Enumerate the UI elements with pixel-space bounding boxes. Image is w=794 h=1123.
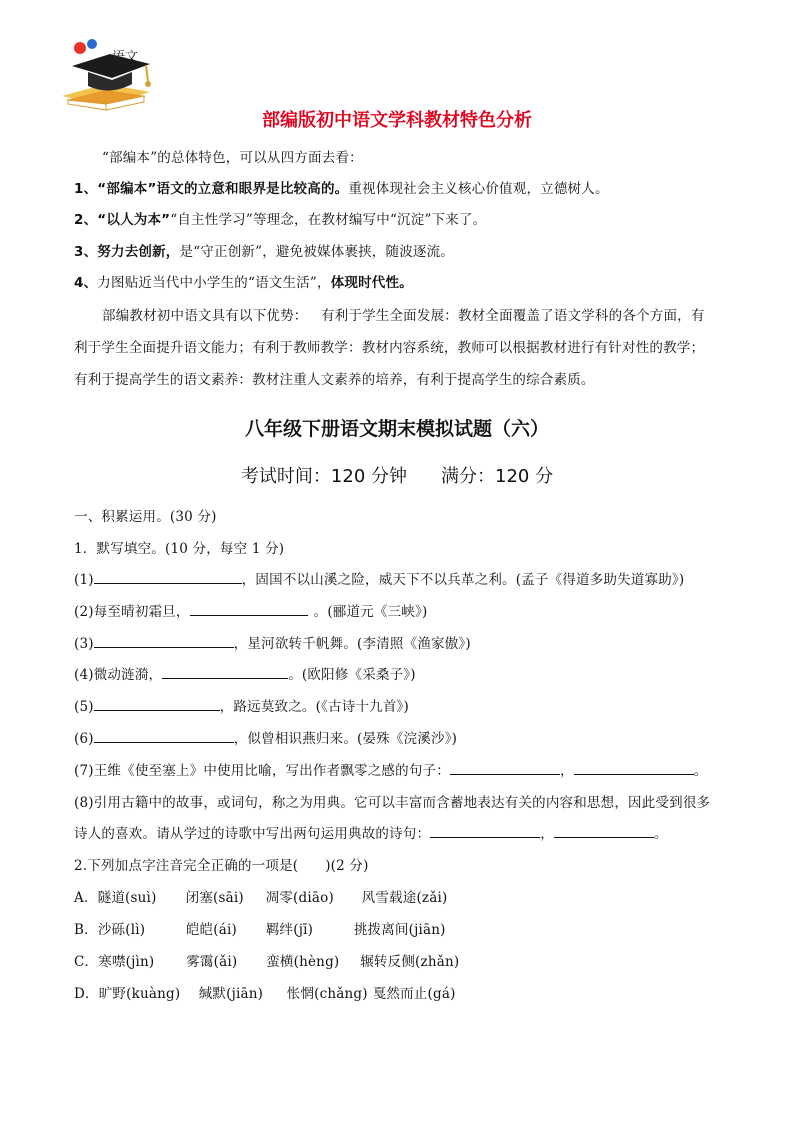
answer-blank[interactable] xyxy=(574,761,694,775)
option-word: 闭塞(sāi) xyxy=(185,890,244,906)
option-word: 辗转反侧(zhǎn) xyxy=(360,954,460,970)
q1-item-8-line2 xyxy=(74,822,668,842)
advantage-line-1: 部编教材初中语文具有以下优势： 有利于学生全面发展：教材全面覆盖了语文学科的各个方面，有 xyxy=(102,308,705,324)
option-word: 蛮横(hèng) xyxy=(266,954,340,970)
section1-heading: 一、积累运用。(30 分) xyxy=(74,509,217,525)
q1-heading: 1．默写填空。(10 分，每空 1 分) xyxy=(74,541,285,557)
option-word: 戛然而止(gá) xyxy=(372,986,456,1002)
option-word: 凋零(diāo) xyxy=(265,890,334,906)
answer-blank[interactable] xyxy=(94,570,242,584)
item-num: (5) xyxy=(74,699,94,715)
answer-blank[interactable] xyxy=(450,761,560,775)
answer-blank[interactable] xyxy=(430,824,540,838)
item-text: ，固国不以山溪之险，威天下不以兵革之利。(孟子《得道多助失道寡助》) xyxy=(241,572,685,588)
item-num: (4)微动涟漪， xyxy=(74,667,163,683)
point-text: 重视体现社会主义核心价值观，立德树人。 xyxy=(348,181,609,197)
q1-item-6 xyxy=(74,727,457,747)
q2-option-c[interactable] xyxy=(74,950,459,970)
point-text: “自主性学习”等理念，在教材编写中“沉淀”下来了。 xyxy=(170,212,487,228)
point-text: 是“守正创新”，避免被媒体裹挟，随波逐流。 xyxy=(179,244,455,260)
item-text: 诗人的喜欢。请从学过的诗歌中写出两句运用典故的诗句： xyxy=(74,826,431,842)
q2-option-b[interactable] xyxy=(74,918,446,938)
q1-item-5 xyxy=(74,695,409,715)
option-word: 挑拨离间(jiān) xyxy=(353,922,446,938)
answer-blank[interactable] xyxy=(94,697,220,711)
answer-blank[interactable] xyxy=(162,665,288,679)
option-word: 怅惘(chǎng) xyxy=(286,986,368,1002)
q1-item-2 xyxy=(74,600,427,620)
point-bold: 4、 xyxy=(74,275,98,291)
option-word: 沙砾(lì) xyxy=(97,922,146,938)
option-label: A． xyxy=(74,890,98,906)
advantage-line-2: 利于学生全面提升语文能力；有利于教师教学：教材内容系统，教师可以根据教材进行有针对性的教学； xyxy=(74,340,705,356)
answer-blank[interactable] xyxy=(190,602,308,616)
answer-blank[interactable] xyxy=(554,824,654,838)
option-word: 羁绊(jī) xyxy=(265,922,314,938)
intro-lead: “部编本”的总体特色，可以从四方面去看： xyxy=(102,150,363,166)
item-text: 。(郦道元《三峡》) xyxy=(313,604,428,620)
banner-title: 部编版初中语文学科教材特色分析 xyxy=(262,110,532,131)
item-num: (6) xyxy=(74,731,94,747)
point-text: 力图贴近当代中小学生的“语文生活”， xyxy=(97,275,331,291)
item-text: 。(欧阳修《采桑子》) xyxy=(288,667,416,683)
option-word: 旷野(kuàng) xyxy=(98,986,181,1002)
q1-item-8-line1: (8)引用古籍中的故事，或词句，称之为用典。它可以丰富而含蓄地表达有关的内容和思想，因此受到很多 xyxy=(74,795,711,811)
logo-label: 语文 xyxy=(112,50,139,65)
option-word: 雾霭(ǎi) xyxy=(186,954,238,970)
answer-blank[interactable] xyxy=(94,634,234,648)
item-text: ，路远莫致之。(《古诗十九首》) xyxy=(219,699,409,715)
option-label: B． xyxy=(74,922,98,938)
option-word: 皑皑(ái) xyxy=(185,922,237,938)
exam-score: 满分：120 分 xyxy=(441,466,554,487)
option-word: 缄默(jiān) xyxy=(198,986,264,1002)
q2-option-d[interactable] xyxy=(74,982,456,1002)
logo-graduation-cap xyxy=(58,38,158,112)
option-word: 隧道(suì) xyxy=(97,890,157,906)
option-word: 寒噤(jìn) xyxy=(98,954,155,970)
item-text: ，星河欲转千帆舞。(李清照《渔家傲》) xyxy=(233,636,471,652)
exam-title: 八年级下册语文期末模拟试题（六） xyxy=(244,418,549,440)
exam-meta xyxy=(0,462,794,488)
point-bold: 2、“以人为本” xyxy=(74,212,171,228)
q1-item-3 xyxy=(74,632,471,652)
option-word: 风雪载途(zǎi) xyxy=(361,890,448,906)
intro-point-4 xyxy=(74,271,413,291)
exam-time: 考试时间：120 分钟 xyxy=(240,466,407,487)
point-bold: 1、“部编本”语文的立意和眼界是比较高的。 xyxy=(74,181,349,197)
point-bold: 3、努力去创新， xyxy=(74,244,180,260)
item-end: 。 xyxy=(653,826,668,842)
option-label: D． xyxy=(74,986,99,1002)
advantage-line-3: 有利于提高学生的语文素养：教材注重人文素养的培养，有利于提高学生的综合素质。 xyxy=(74,372,595,388)
q2-option-a[interactable] xyxy=(74,886,447,906)
item-sep: ， xyxy=(540,826,554,842)
option-label: C． xyxy=(74,954,99,970)
item-text: ，似曾相识燕归来。(晏殊《浣溪沙》) xyxy=(233,731,458,747)
q2-heading: 2.下列加点字注音完全正确的一项是( )(2 分) xyxy=(74,858,369,874)
item-num: (2)每至晴初霜旦， xyxy=(74,604,190,620)
q1-item-7 xyxy=(74,759,707,779)
item-text: (7)王维《使至塞上》中使用比喻，写出作者飘零之感的句子： xyxy=(74,763,450,779)
intro-point-2 xyxy=(74,208,486,228)
item-sep: ， xyxy=(559,763,574,779)
item-num: (1) xyxy=(74,572,94,588)
q1-item-4 xyxy=(74,663,416,683)
intro-point-1 xyxy=(74,177,609,197)
item-num: (3) xyxy=(74,636,94,652)
point-bold-end: 体现时代性。 xyxy=(330,275,413,291)
q1-item-1 xyxy=(74,568,684,588)
answer-blank[interactable] xyxy=(94,729,234,743)
intro-point-3 xyxy=(74,240,454,260)
item-end: 。 xyxy=(693,763,708,779)
